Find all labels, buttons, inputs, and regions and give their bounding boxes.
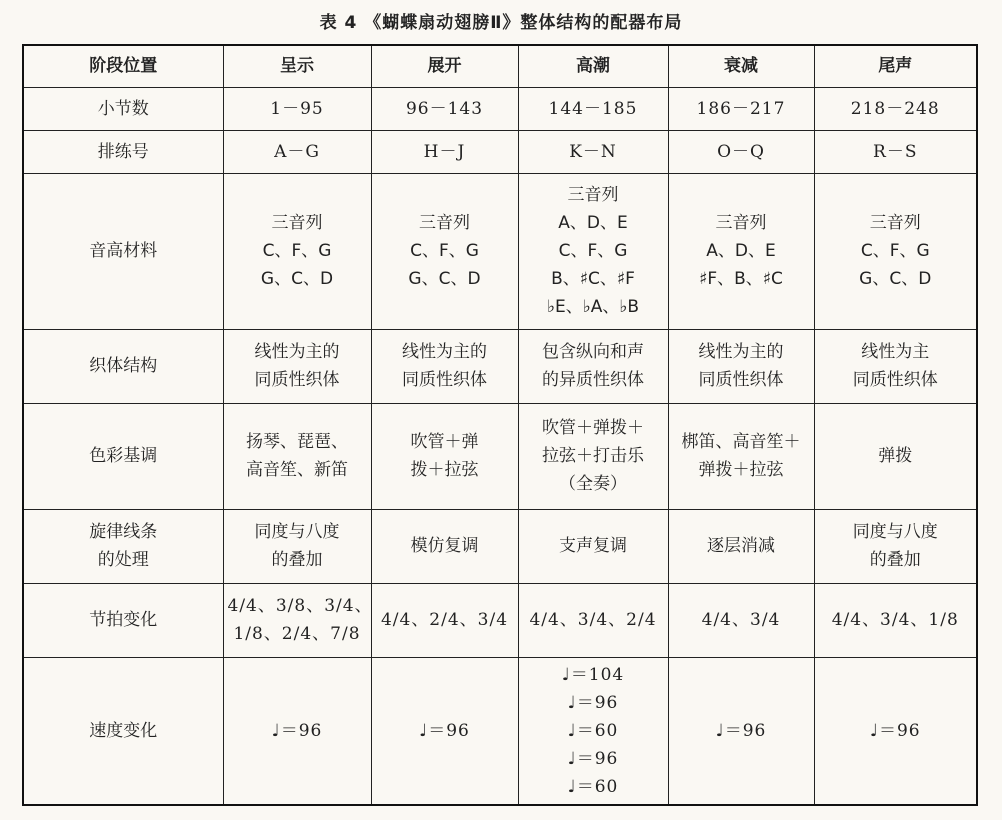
cell-line: 同质性织体 <box>852 370 938 390</box>
cell-line: ♭E、♭A、♭B <box>546 297 640 317</box>
table-cell <box>668 657 814 805</box>
cell-line: 逐层消减 <box>707 536 775 556</box>
cell-line: （全奏） <box>559 474 627 494</box>
row-label-line: 的处理 <box>97 550 149 570</box>
table-row <box>23 329 977 403</box>
cell-line: ♯F、B、♯C <box>699 269 783 289</box>
table-cell <box>814 509 977 583</box>
cell-line: C、F、G <box>860 241 930 261</box>
cell-line: 拉弦＋打击乐 <box>542 446 644 466</box>
cell-line: R－S <box>873 141 918 162</box>
cell-line: 模仿复调 <box>410 536 479 556</box>
cell-line: 弹拨 <box>878 446 913 466</box>
cell-line: 支声复调 <box>559 536 627 556</box>
header-stage: 衰减 <box>668 45 814 87</box>
table-cell <box>814 583 977 657</box>
cell-line: B、♯C、♯F <box>551 269 635 289</box>
cell-line: H－J <box>423 141 466 162</box>
table-cell <box>518 657 668 805</box>
cell-line: 144－185 <box>548 98 638 119</box>
row-label: 节拍变化 <box>23 583 223 657</box>
table-cell <box>371 509 518 583</box>
table-cell <box>223 657 371 805</box>
cell-line: ♩＝96 <box>419 720 470 741</box>
cell-line: ♩＝104 <box>561 664 625 685</box>
row-label-line: 旋律线条 <box>89 522 158 542</box>
cell-line: 同度与八度 <box>254 522 340 542</box>
cell-line: ♩＝96 <box>271 720 323 741</box>
cell-line: 三音列 <box>567 185 619 205</box>
cell-line: 的叠加 <box>271 550 323 570</box>
table-cell <box>814 87 977 130</box>
table-cell <box>814 657 977 805</box>
table-cell <box>223 173 371 329</box>
cell-line: 扬琴、琵琶、 <box>246 432 348 452</box>
cell-line: ♩＝60 <box>567 776 619 797</box>
table-cell <box>814 130 977 173</box>
cell-line: 弹拨＋拉弦 <box>698 460 784 480</box>
table-cell <box>518 173 668 329</box>
table-cell <box>371 173 518 329</box>
cell-line: G、C、D <box>408 269 481 289</box>
header-stage: 展开 <box>371 45 518 87</box>
table-cell <box>668 87 814 130</box>
orchestration-table <box>22 44 978 806</box>
cell-line: 4/4、3/4、2/4 <box>529 610 657 630</box>
table-cell <box>223 329 371 403</box>
table-cell <box>668 329 814 403</box>
table-caption: 表 4 《蝴蝶扇动翅膀Ⅱ》整体结构的配器布局 <box>319 13 683 33</box>
row-label: 排练号 <box>23 130 223 173</box>
table-cell <box>371 329 518 403</box>
cell-line: ♩＝96 <box>869 720 921 741</box>
cell-line: 包含纵向和声 <box>542 342 644 362</box>
table-cell <box>371 87 518 130</box>
cell-line: 吹管＋弹拨＋ <box>542 418 644 438</box>
table-cell <box>814 173 977 329</box>
table-cell <box>668 173 814 329</box>
header-row <box>23 45 977 87</box>
cell-line: A－G <box>274 141 320 162</box>
cell-line: A、D、E <box>706 241 776 261</box>
cell-line: 1/8、2/4、7/8 <box>233 624 361 644</box>
table-cell <box>518 583 668 657</box>
table-cell <box>668 583 814 657</box>
cell-line: 同质性织体 <box>402 370 487 390</box>
table-row <box>23 403 977 509</box>
cell-line: G、C、D <box>260 269 334 289</box>
table-row <box>23 657 977 805</box>
row-label: 织体结构 <box>23 329 223 403</box>
table-cell <box>223 509 371 583</box>
row-label: 小节数 <box>23 87 223 130</box>
table-cell <box>518 509 668 583</box>
header-stage: 高潮 <box>518 45 668 87</box>
cell-line: 三音列 <box>869 213 921 233</box>
table-cell <box>814 329 977 403</box>
cell-line: A、D、E <box>558 213 628 233</box>
row-label: 速度变化 <box>23 657 223 805</box>
table-cell <box>668 403 814 509</box>
row-label: 音高材料 <box>23 173 223 329</box>
table-row <box>23 509 977 583</box>
table-cell <box>518 130 668 173</box>
cell-line: 梆笛、高音笙＋ <box>681 432 801 452</box>
table-cell <box>371 657 518 805</box>
table-cell <box>223 130 371 173</box>
table-cell <box>223 87 371 130</box>
cell-line: 同质性织体 <box>254 370 340 390</box>
cell-line: 4/4、2/4、3/4 <box>380 610 509 630</box>
cell-line: 线性为主的 <box>254 342 340 362</box>
table-cell <box>518 403 668 509</box>
table-cell <box>371 130 518 173</box>
table-cell <box>668 509 814 583</box>
cell-line: ♩＝60 <box>567 720 619 741</box>
cell-line: 96－143 <box>405 98 484 119</box>
cell-line: 三音列 <box>271 213 323 233</box>
table-row <box>23 130 977 173</box>
row-label: 色彩基调 <box>23 403 223 509</box>
cell-line: 线性为主 <box>861 342 930 362</box>
cell-line: 4/4、3/4、1/8 <box>831 610 959 630</box>
table-cell <box>518 329 668 403</box>
cell-line: C、F、G <box>262 241 332 261</box>
table-cell <box>223 583 371 657</box>
header-stage: 呈示 <box>223 45 371 87</box>
cell-line: 线性为主的 <box>698 342 784 362</box>
table-cell <box>371 583 518 657</box>
cell-line: 拨＋拉弦 <box>410 460 479 480</box>
cell-line: C、F、G <box>558 241 628 261</box>
cell-line: C、F、G <box>410 241 479 261</box>
cell-line: 的异质性织体 <box>542 370 644 390</box>
cell-line: G、C、D <box>859 269 932 289</box>
cell-line: ♩＝96 <box>567 692 619 713</box>
cell-line: 线性为主的 <box>402 342 487 362</box>
cell-line: 高音笙、新笛 <box>246 460 348 480</box>
cell-line: 218－248 <box>850 98 940 119</box>
header-stage: 尾声 <box>814 45 977 87</box>
table-cell <box>518 87 668 130</box>
cell-line: 三音列 <box>419 213 470 233</box>
table-row <box>23 173 977 329</box>
table-row <box>23 87 977 130</box>
cell-line: 三音列 <box>715 213 767 233</box>
cell-line: 的叠加 <box>869 550 921 570</box>
cell-line: K－N <box>569 141 617 162</box>
cell-line: 4/4、3/4 <box>701 610 781 630</box>
header-label: 阶段位置 <box>23 45 223 87</box>
cell-line: 1－95 <box>270 98 324 119</box>
table-cell <box>814 403 977 509</box>
cell-line: 同度与八度 <box>852 522 938 542</box>
row-label <box>23 509 223 583</box>
table-cell <box>371 403 518 509</box>
cell-line: 吹管＋弹 <box>410 432 479 452</box>
table-cell <box>223 403 371 509</box>
cell-line: ♩＝96 <box>715 720 767 741</box>
cell-line: ♩＝96 <box>567 748 619 769</box>
cell-line: 186－217 <box>696 98 786 119</box>
table-cell <box>668 130 814 173</box>
cell-line: 同质性织体 <box>698 370 784 390</box>
cell-line: O－Q <box>717 141 765 162</box>
table-row <box>23 583 977 657</box>
cell-line: 4/4、3/8、3/4、 <box>227 596 373 616</box>
